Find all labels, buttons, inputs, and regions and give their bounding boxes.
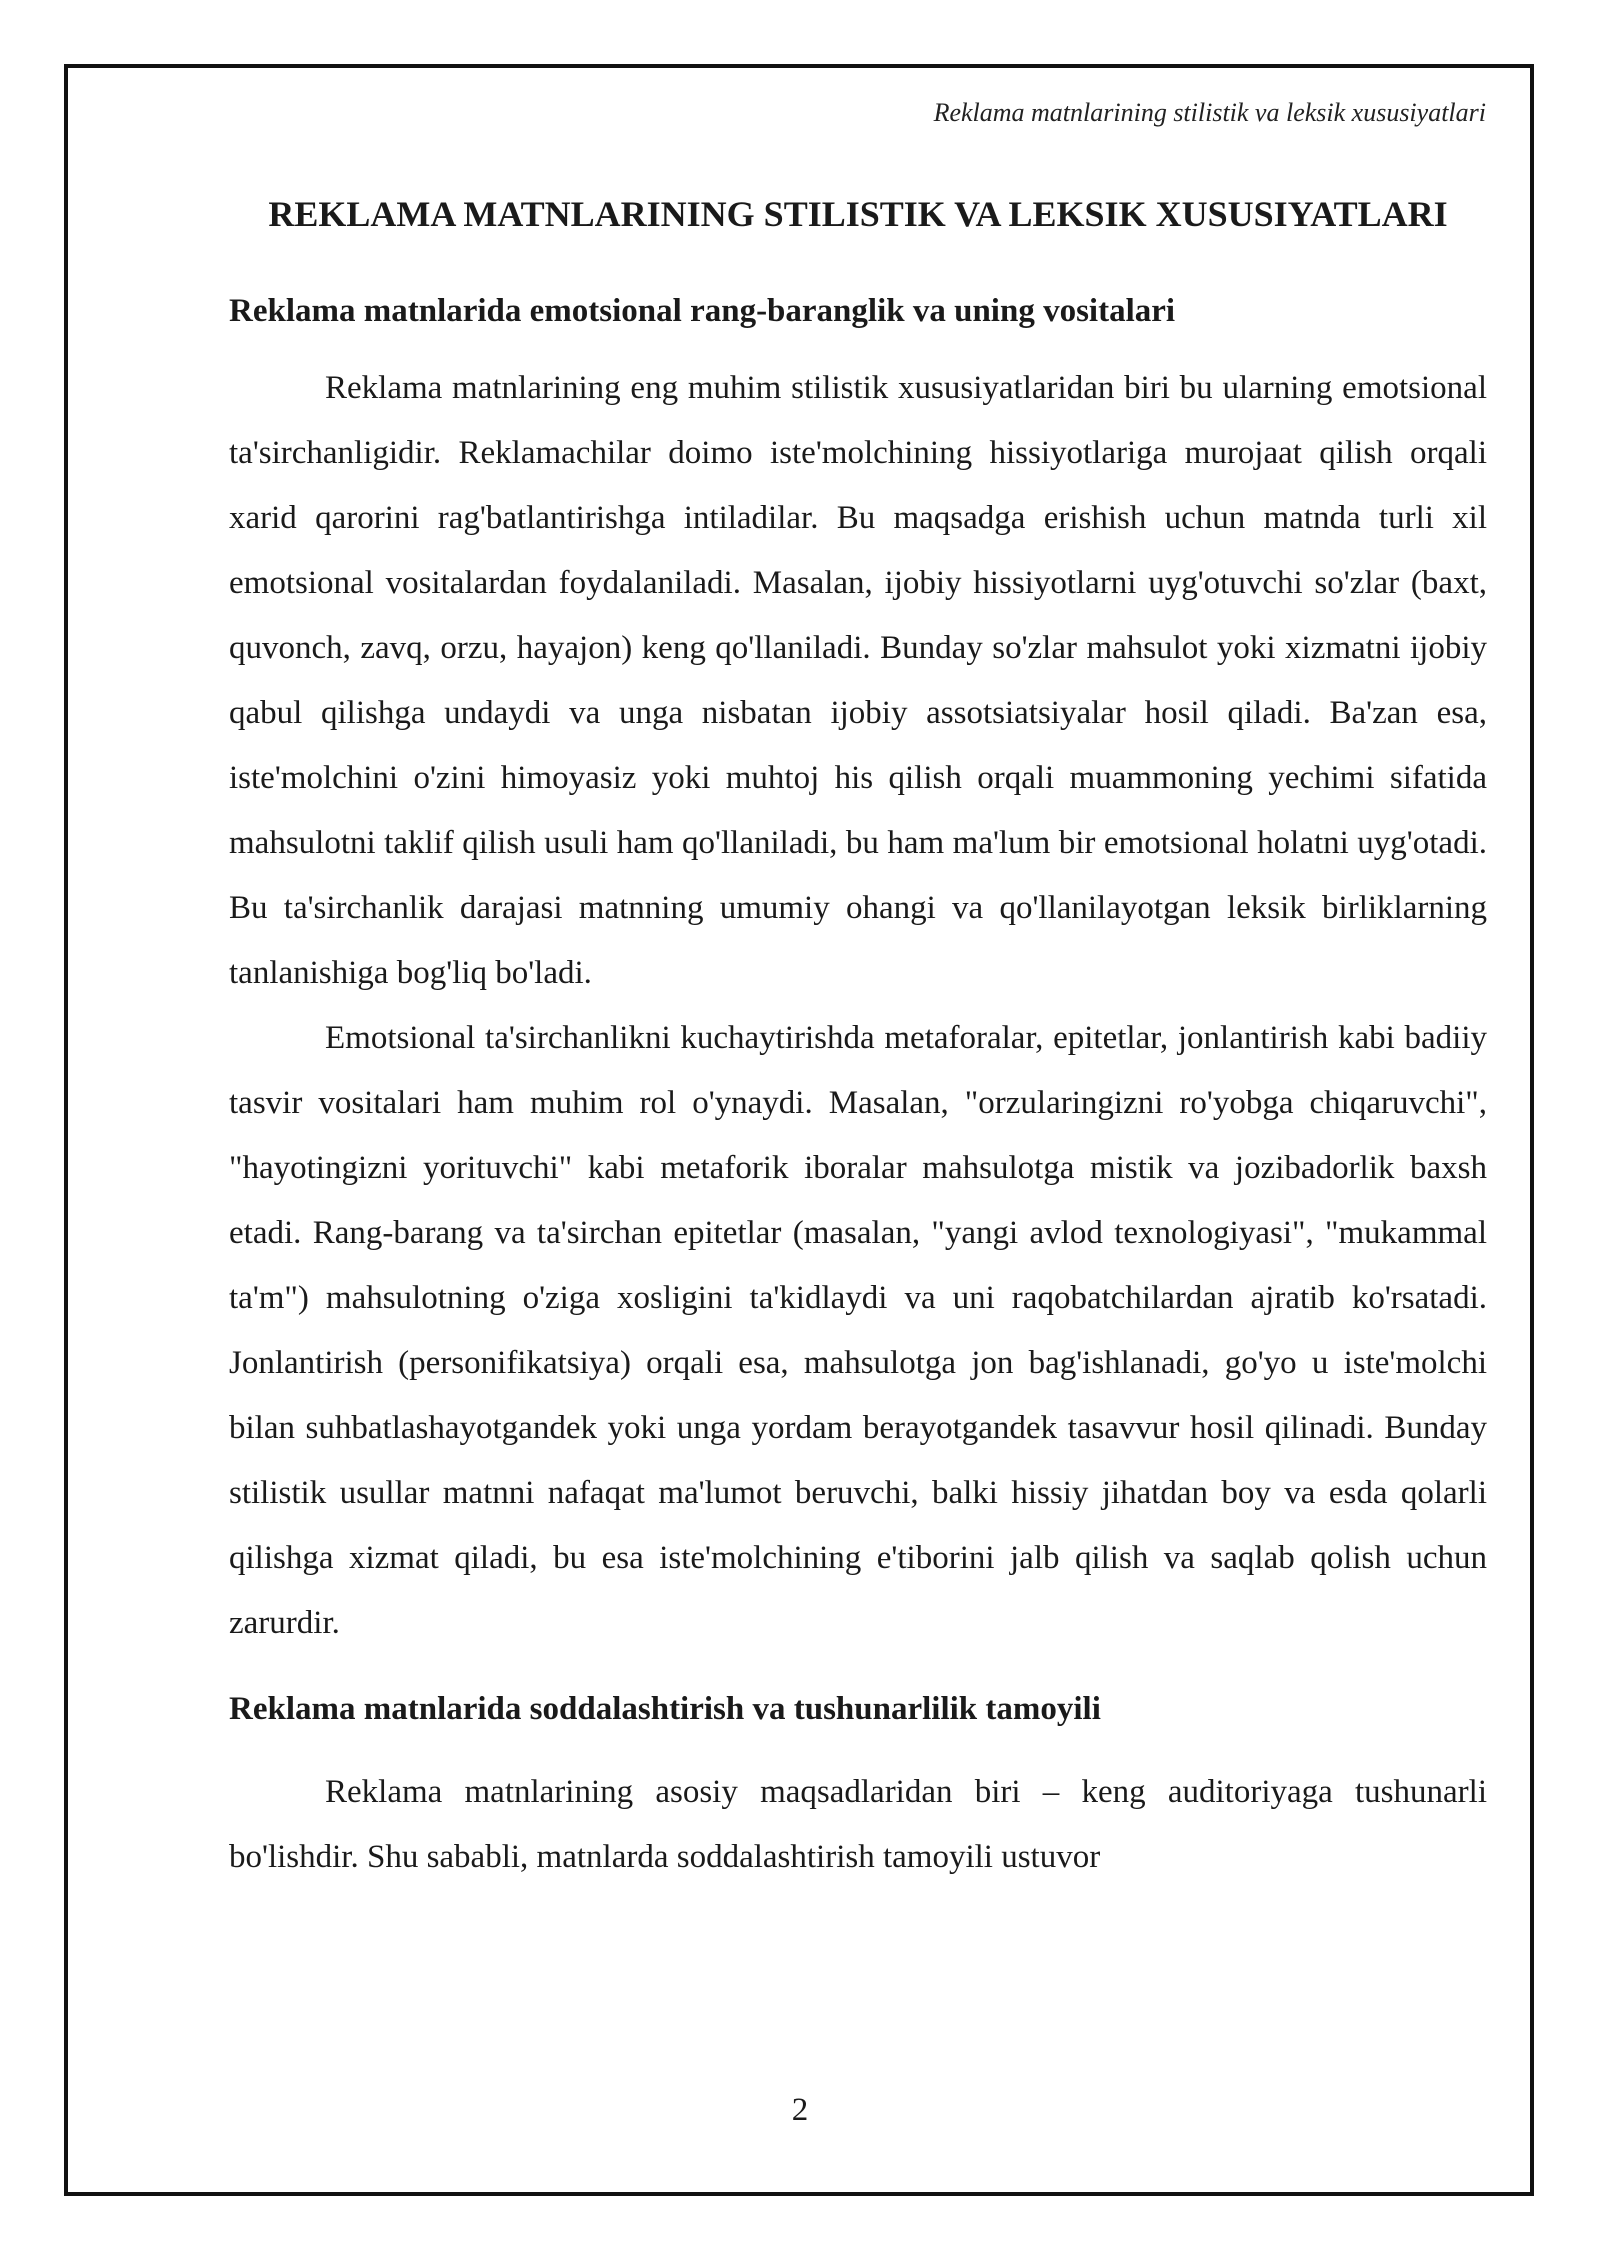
section-heading-emotional: Reklama matnlarida emotsional rang-baranglik va uning vositalari — [229, 293, 1176, 329]
paragraph: Reklama matnlarining asosiy maqsadlaridan biri – keng auditoriyaga tushunarli bo'lishdir. Shu sababli, matnlarda soddalashtirish tamoyili ustuvor — [229, 1774, 1487, 1875]
paragraph: Reklama matnlarining eng muhim stilistik xususiyatlaridan biri bu ularning emotsional ta'sirchanligidir. Reklamachilar doimo iste'molchining hissiyotlariga murojaat qilish orqali xarid qarorini rag'batlantirishga intiladilar. Bu maqsadga erishish uchun matnda turli xil emotsional vositalardan foydalaniladi. Masalan, ijobiy hissiyotlarni uyg'otuvchi so'zlar (baxt, quvonch, zavq, orzu, hayajon) keng qo'llaniladi. Bunday so'zlar mahsulot yoki xizmatni ijobiy qabul qilishga undaydi va unga nisbatan ijobiy assotsiatsiyalar hosil qiladi. Ba'zan esa, iste'molchini o'zini himoyasiz yoki muhtoj his qilish orqali muammoning yechimi sifatida mahsulotni taklif qilish usuli ham qo'llaniladi, bu ham ma'lum bir emotsional holatni uyg'otadi. Bu ta'sirchanlik darajasi matnning umumiy ohangi va qo'llanilayotgan leksik birliklarning tanlanishiga bog'liq bo'ladi. — [229, 370, 1487, 991]
document-title: REKLAMA MATNLARINING STILISTIK VA LEKSIK XUSUSIYATLARI — [268, 194, 1448, 234]
page-number: 2 — [791, 2092, 809, 2128]
paragraph: Emotsional ta'sirchanlikni kuchaytirishda metaforalar, epitetlar, jonlantirish kabi badiiy tasvir vositalari ham muhim rol o'ynaydi. Masalan, "orzularingizni ro'yobga chiqaruvchi", "hayotingizni yorituvchi" kabi metaforik iboralar mahsulotga mistik va jozibadorlik baxsh etadi. Rang-barang va ta'sirchan epitetlar (masalan, "yangi avlod texnologiyasi", "mukammal ta'm") mahsulotning o'ziga xosligini ta'kidlaydi va uni raqobatchilardan ajratib ko'rsatadi. Jonlantirish (personifikatsiya) orqali esa, mahsulotga jon bag'ishlanadi, go'yo u iste'molchi bilan suhbatlashayotgandek yoki unga yordam berayotgandek tasavvur hosil qilinadi. Bunday stilistik usullar matnni nafaqat ma'lumot beruvchi, balki hissiy jihatdan boy va esda qolarli qilishga xizmat qiladi, bu esa iste'molchining e'tiborini jalb qilish va saqlab qolish uchun zarurdir. — [229, 1020, 1487, 1641]
section-heading-simplification: Reklama matnlarida soddalashtirish va tushunarlilik tamoyili — [229, 1691, 1101, 1727]
page-content — [229, 192, 1487, 1890]
running-header: Reklama matnlarining stilistik va leksik xususiyatlari — [933, 98, 1486, 127]
